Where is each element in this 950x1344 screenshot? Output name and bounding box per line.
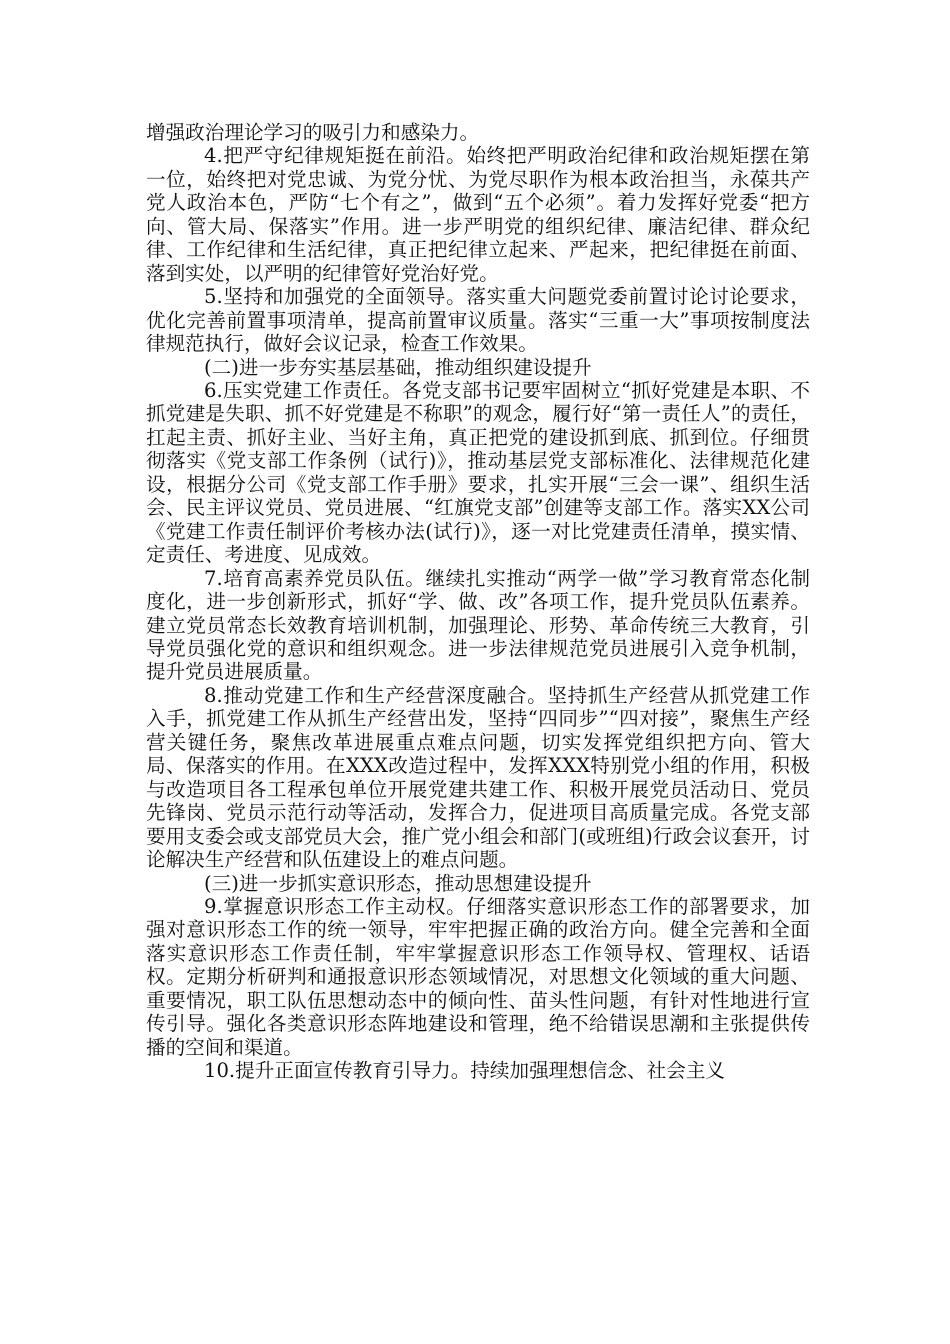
paragraph-item-4: 4.把严守纪律规矩挺在前沿。始终把严明政治纪律和政治规矩摆在第一位，始终把对党忠诚、为党分忧、为党尽职作为根本政治担当，永葆共产党人政治本色，严防“七个有之”，做到“五个必须”。着力发挥好党委“把方向、管大局、保落实”作用。进一步严明党的组织纪律、廉洁纪律、群众纪律、工作纪律和生活纪律，真正把纪律立起来、严起来，把纪律挺在前面、落到实处，以严明的纪律管好党治好党。 — [146, 144, 810, 285]
paragraph-item-7: 7.培育高素养党员队伍。继续扎实推动“两学一做”学习教育常态化制度化，进一步创新形式，抓好“学、做、改”各项工作，提升党员队伍素养。建立党员常态长效教育培训机制，加强理论、形势、革命传统三大教育，引导党员强化党的意识和组织观念。进一步法律规范党员进展引入竞争机制，提升党员进展质量。 — [146, 566, 810, 684]
paragraph-item-9: 9.掌握意识形态工作主动权。仔细落实意识形态工作的部署要求，加强对意识形态工作的统一领导，牢牢把握正确的政治方向。健全完善和全面落实意识形态工作责任制，牢牢掌握意识形态工作领导权、管理权、话语权。定期分析研判和通报意识形态领域情况，对思想文化领域的重大问题、重要情况，职工队伍思想动态中的倾向性、苗头性问题，有针对性地进行宣传引导。强化各类意识形态阵地建设和管理，绝不给错误思潮和主张提供传播的空间和渠道。 — [146, 894, 810, 1059]
paragraph-item-5: 5.坚持和加强党的全面领导。落实重大问题党委前置讨论讨论要求，优化完善前置事项清单，提高前置审议质量。落实“三重一大”事项按制度法律规范执行，做好会议记录，检查工作效果。 — [146, 285, 810, 356]
paragraph-item-6: 6.压实党建工作责任。各党支部书记要牢固树立“抓好党建是本职、不抓党建是失职、抓不好党建是不称职”的观念，履行好“第一责任人”的责任，扛起主责、抓好主业、当好主角，真正把党的建设抓到底、抓到位。仔细贯彻落实《党支部工作条例（试行)》，推动基层党支部标准化、法律规范化建设，根据分公司《党支部工作手册》要求，扎实开展“三会一课”、组织生活会、民主评议党员、党员进展、“红旗党支部”创建等支部工作。落实XX公司《党建工作责任制评价考核办法(试行)》，逐一对比党建责任清单，摸实情、定责任、考进度、见成效。 — [146, 378, 810, 567]
document-body — [146, 121, 810, 1083]
section-heading-3: (三)进一步抓实意识形态，推动思想建设提升 — [204, 871, 592, 895]
paragraph-item-10: 10.提升正面宣传教育引导力。持续加强理想信念、社会主义 — [204, 1059, 726, 1083]
section-heading-2: (二)进一步夯实基层基础，推动组织建设提升 — [204, 355, 592, 379]
paragraph-continuation: 增强政治理论学习的吸引力和感染力。 — [146, 121, 480, 144]
paragraph-item-8: 8.推动党建工作和生产经营深度融合。坚持抓生产经营从抓党建工作入手，抓党建工作从抓生产经营出发，坚持“四同步”“四对接”，聚焦生产经营关键任务，聚焦改革进展重点难点问题，切实发挥党组织把方向、管大局、保落实的作用。在XXX改造过程中，发挥XXX特别党小组的作用，积极与改造项目各工程承包单位开展党建共建工作、积极开展党员活动日、党员先锋岗、党员示范行动等活动，发挥合力，促进项目高质量完成。各党支部要用支委会或支部党员大会，推广党小组会和部门(或班组)行政会议套开，讨论解决生产经营和队伍建设上的难点问题。 — [146, 683, 810, 872]
